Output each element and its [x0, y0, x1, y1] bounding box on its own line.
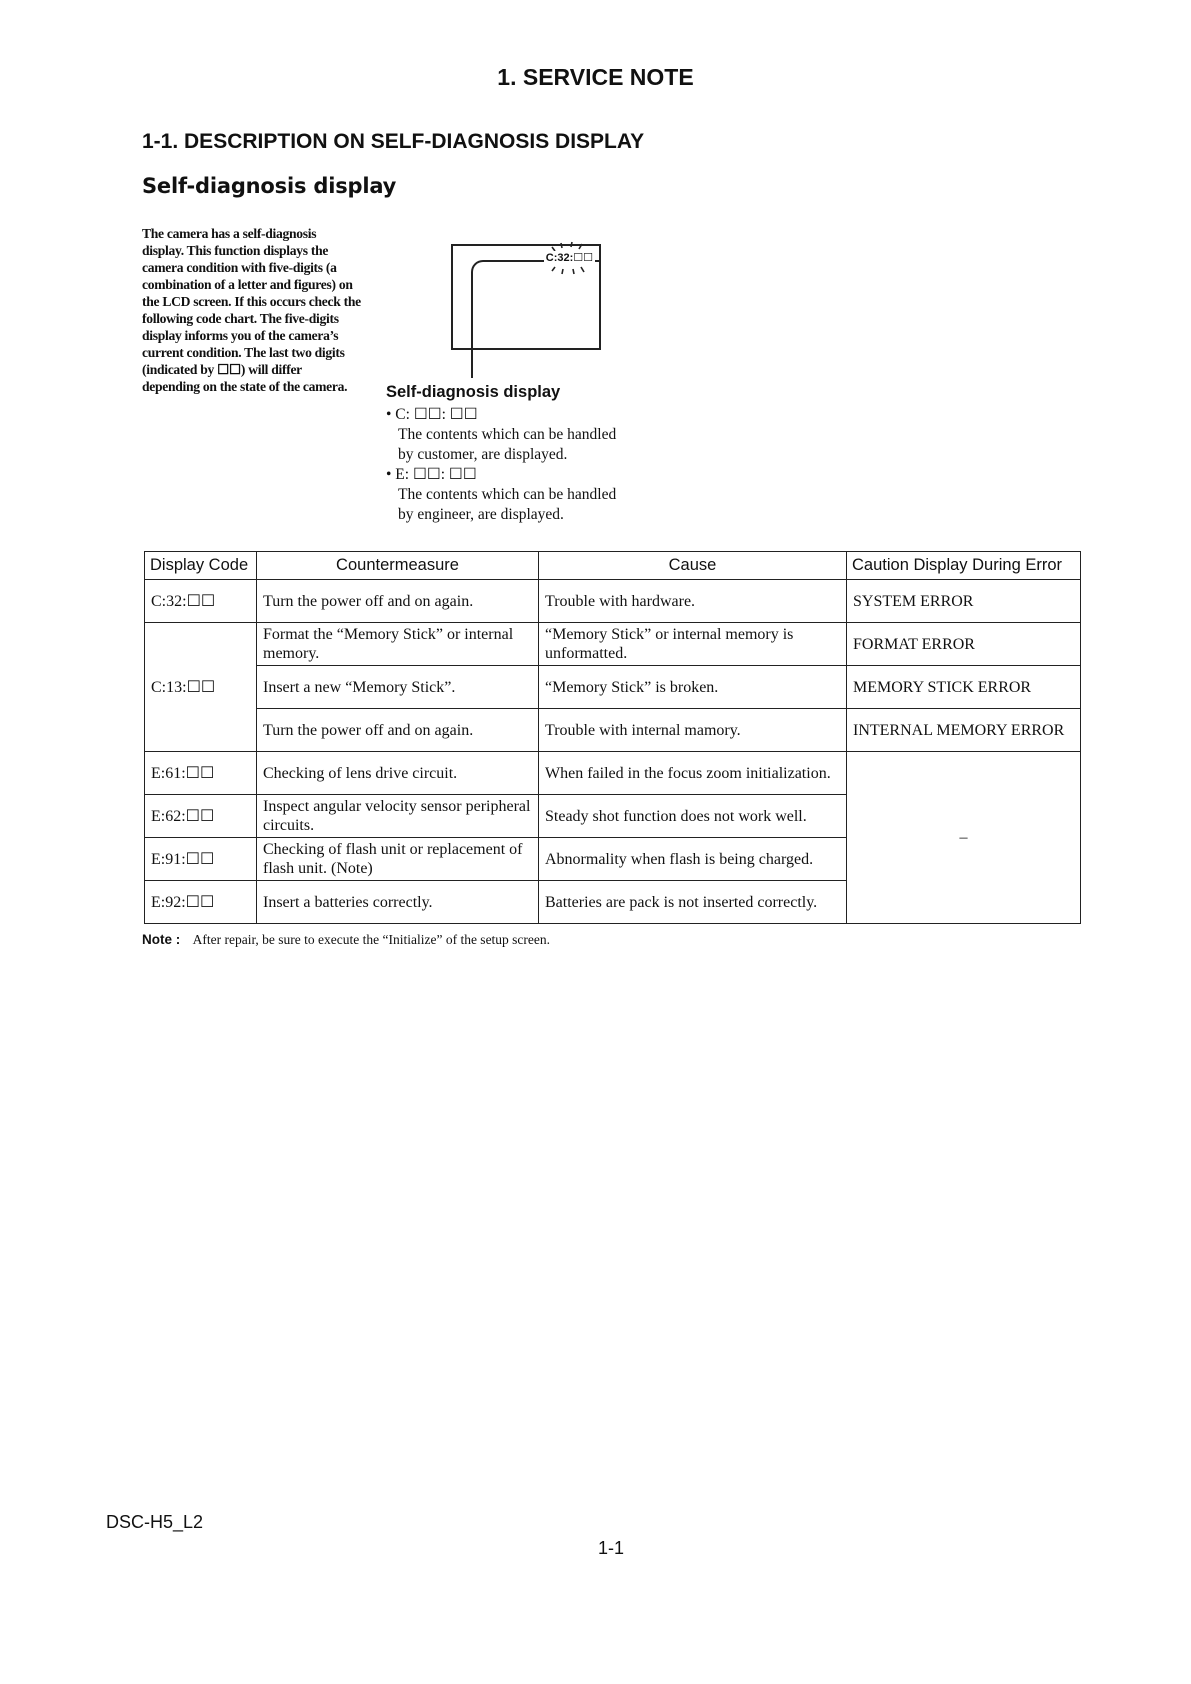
display-code-cell: C:32:☐☐: [145, 580, 257, 623]
intro-line: current condition. The last two digits: [142, 345, 345, 360]
caution-cell: INTERNAL MEMORY ERROR: [847, 709, 1081, 752]
lcd-error-code: C:32:☐☐: [545, 252, 593, 264]
cause-cell: Trouble with hardware.: [539, 580, 847, 623]
self-diagnosis-caption: [386, 383, 676, 525]
countermeasure-cell: Turn the power off and on again.: [257, 709, 539, 752]
intro-line: The camera has a self-diagnosis: [142, 226, 317, 241]
display-code-cell: E:92:☐☐: [145, 881, 257, 924]
note: [142, 932, 550, 948]
intro-line: the LCD screen. If this occurs check the: [142, 294, 361, 309]
lcd-frame: [471, 260, 601, 378]
page-title: 1. SERVICE NOTE: [497, 64, 694, 90]
countermeasure-cell: Insert a new “Memory Stick”.: [257, 666, 539, 709]
intro-line: (indicated by ☐☐) will differ: [142, 362, 302, 377]
countermeasure-cell: Turn the power off and on again.: [257, 580, 539, 623]
countermeasure-cell: Format the “Memory Stick” or internal memory.: [257, 623, 539, 666]
caption-c-desc: The contents which can be handled: [398, 426, 617, 443]
cause-cell: Trouble with internal mamory.: [539, 709, 847, 752]
error-code-table: [144, 551, 1081, 924]
caution-cell: MEMORY STICK ERROR: [847, 666, 1081, 709]
model-number: DSC-H5_L2: [106, 1512, 204, 1532]
cause-cell: “Memory Stick” is broken.: [539, 666, 847, 709]
intro-line: combination of a letter and figures) on: [142, 277, 353, 292]
cause-cell: Abnormality when flash is being charged.: [539, 838, 847, 881]
table-row: [145, 752, 1081, 795]
table-header-row: [145, 552, 1081, 580]
countermeasure-cell: Inspect angular velocity sensor peripheral circuits.: [257, 795, 539, 838]
caption-e-desc: The contents which can be handled: [398, 486, 617, 503]
caption-c-desc: by customer, are displayed.: [398, 446, 568, 463]
display-code-cell: E:61:☐☐: [145, 752, 257, 795]
note-label: Note :: [142, 932, 181, 947]
section-title: 1-1. DESCRIPTION ON SELF-DIAGNOSIS DISPLAY: [142, 130, 645, 153]
caption-c-code: • C: ☐☐: ☐☐: [386, 406, 478, 423]
table-row: [145, 709, 1081, 752]
intro-line: following code chart. The five-digits: [142, 311, 339, 326]
table-row: [145, 666, 1081, 709]
display-code-cell: E:91:☐☐: [145, 838, 257, 881]
lcd-illustration: [451, 244, 601, 350]
intro-line: display informs you of the camera’s: [142, 328, 339, 343]
display-code-cell: C:13:☐☐: [145, 623, 257, 752]
cause-cell: When failed in the focus zoom initialization.: [539, 752, 847, 795]
note-text: After repair, be sure to execute the “Initialize” of the setup screen.: [192, 932, 551, 947]
countermeasure-cell: Insert a batteries correctly.: [257, 881, 539, 924]
intro-line: display. This function displays the: [142, 243, 329, 258]
countermeasure-cell: Checking of flash unit or replacement of flash unit. (Note): [257, 838, 539, 881]
cause-cell: Batteries are pack is not inserted correctly.: [539, 881, 847, 924]
header-caution-display: Caution Display During Error: [847, 552, 1081, 580]
subsection-title: Self-diagnosis display: [142, 174, 397, 198]
cause-cell: “Memory Stick” or internal memory is unformatted.: [539, 623, 847, 666]
caption-title: Self-diagnosis display: [386, 383, 561, 401]
table-row: [145, 580, 1081, 623]
header-cause: Cause: [539, 552, 847, 580]
header-countermeasure: Countermeasure: [257, 552, 539, 580]
cause-cell: Steady shot function does not work well.: [539, 795, 847, 838]
caption-e-code: • E: ☐☐: ☐☐: [386, 466, 477, 483]
intro-line: camera condition with five-digits (a: [142, 260, 337, 275]
intro-paragraph: [142, 225, 397, 395]
caution-cell: SYSTEM ERROR: [847, 580, 1081, 623]
intro-line: depending on the state of the camera.: [142, 379, 348, 394]
header-display-code: Display Code: [145, 552, 257, 580]
caption-e-desc: by engineer, are displayed.: [398, 506, 564, 523]
table-row: [145, 623, 1081, 666]
caution-cell: FORMAT ERROR: [847, 623, 1081, 666]
page-number: 1-1: [597, 1538, 624, 1558]
display-code-cell: E:62:☐☐: [145, 795, 257, 838]
caution-cell: –: [847, 752, 1081, 924]
countermeasure-cell: Checking of lens drive circuit.: [257, 752, 539, 795]
